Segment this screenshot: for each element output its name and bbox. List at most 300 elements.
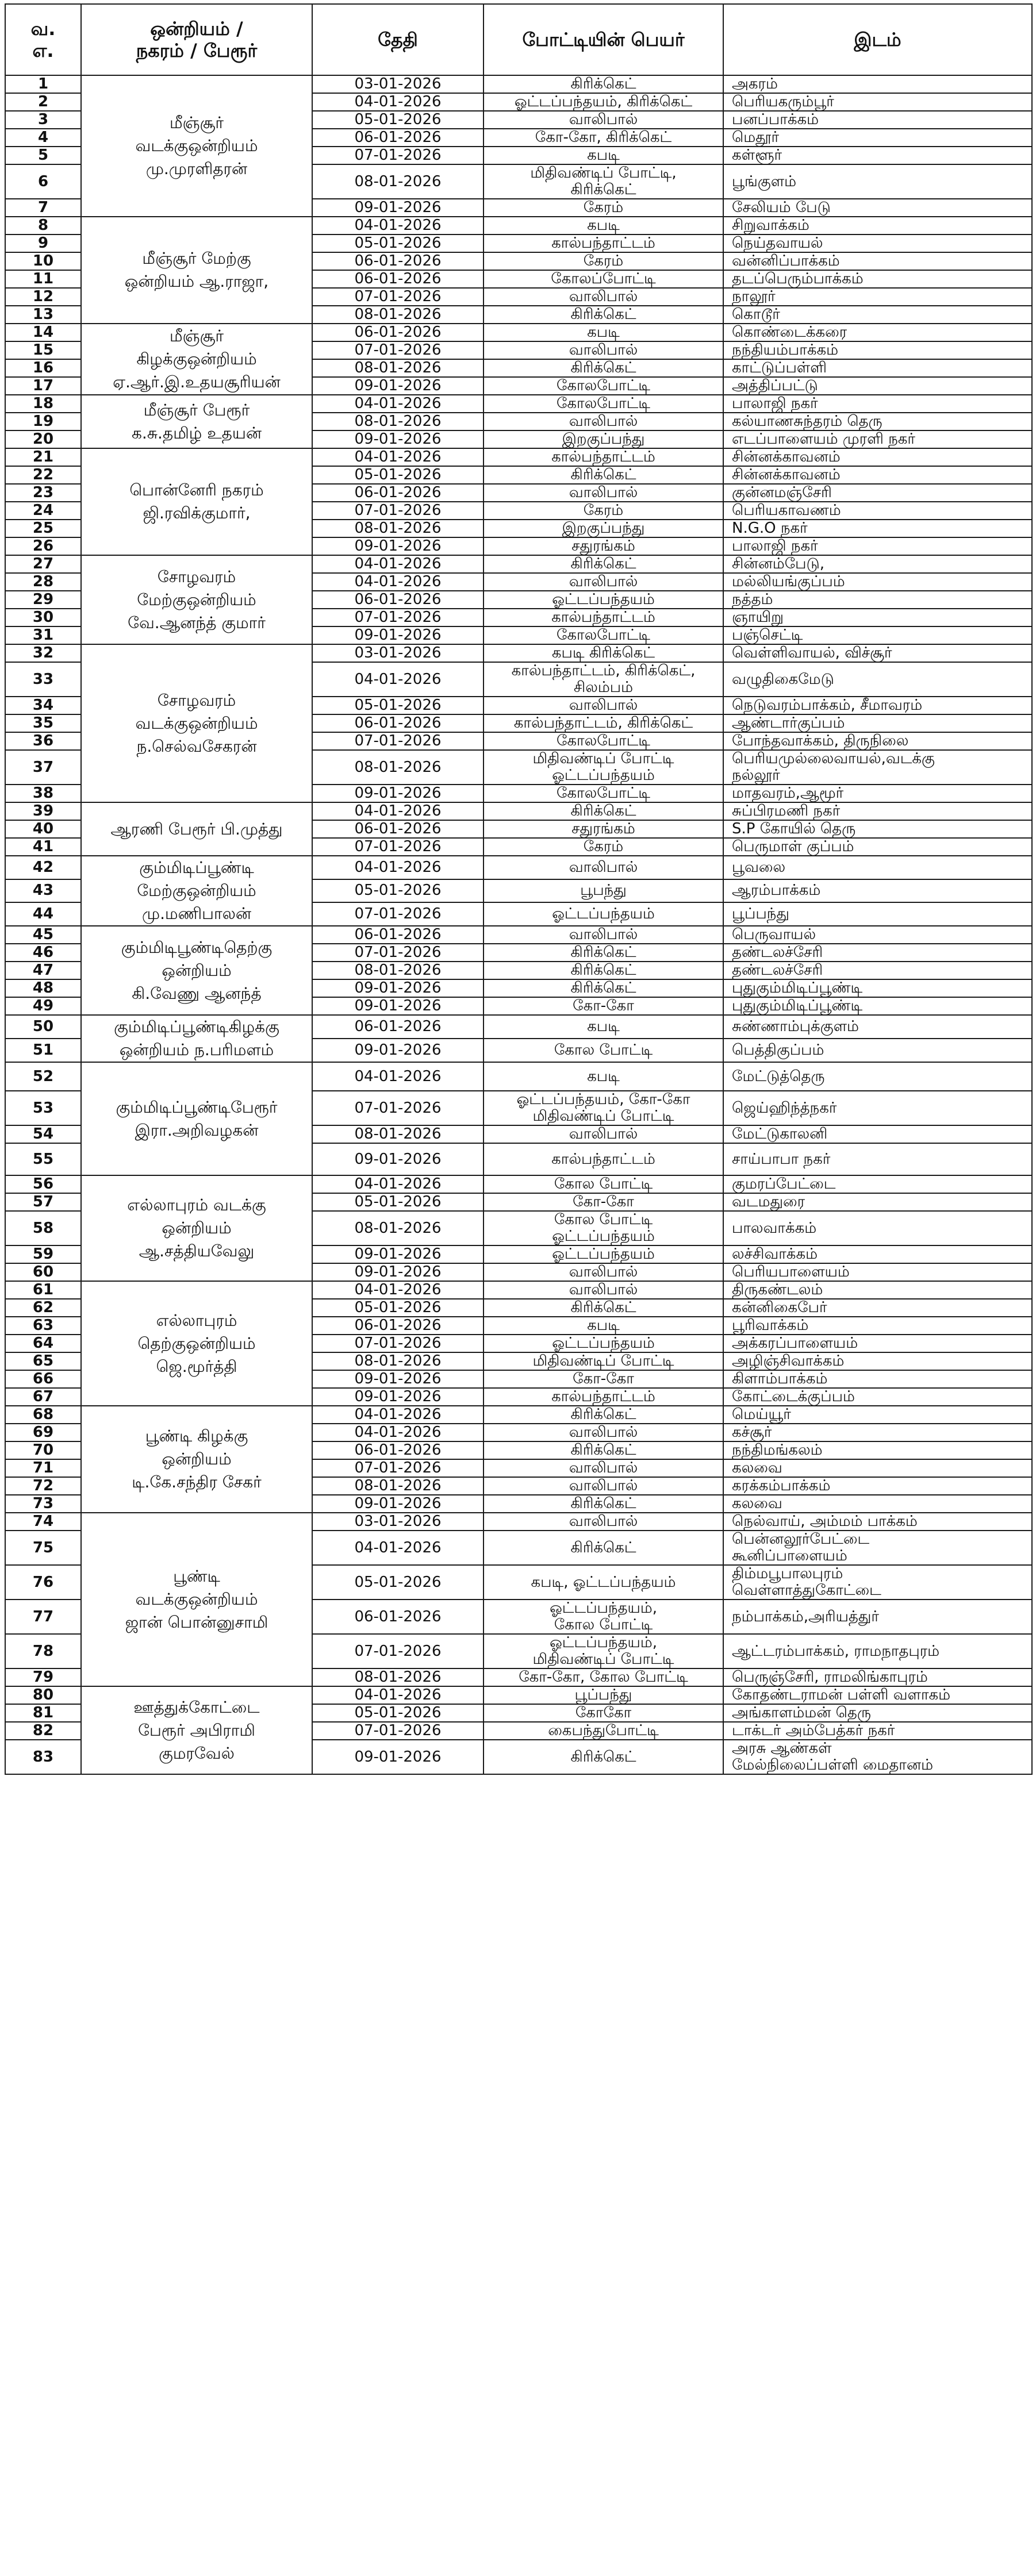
serial-number-cell: 70 (5, 1441, 81, 1459)
venue-cell: பெருஞ்சேரி, ராமலிங்காபுரம் (723, 1668, 1032, 1686)
date-cell: 06-01-2026 (312, 591, 484, 609)
serial-number-cell: 15 (5, 341, 81, 359)
table-row (5, 1175, 1032, 1193)
sport-cell: கோ-கோ (484, 1193, 723, 1211)
venue-cell: அழிஞ்சிவாக்கம் (723, 1352, 1032, 1370)
serial-number-cell: 46 (5, 944, 81, 962)
venue-cell: குன்னமஞ்சேரி (723, 484, 1032, 502)
serial-number-cell: 82 (5, 1722, 81, 1740)
serial-number-cell: 36 (5, 732, 81, 750)
serial-number-cell: 16 (5, 359, 81, 377)
serial-number-cell: 38 (5, 785, 81, 802)
sport-cell: கோ-கோ (484, 997, 723, 1015)
sport-cell: கால்பந்தாட்டம், கிரிக்கெட், சிலம்பம் (484, 662, 723, 697)
area-name-cell: கும்மிடிபூண்டிதெற்கு ஒன்றியம் கி.வேணு ஆனந்த் (81, 926, 312, 1015)
header-area: ஒன்றியம் / நகரம் / பேரூர் (81, 4, 312, 75)
venue-cell: ஜெய்ஹிந்த்நகர் (723, 1091, 1032, 1125)
venue-cell: அக்கரப்பாளையம் (723, 1335, 1032, 1352)
venue-cell: பெருவாயல் (723, 926, 1032, 944)
venue-cell: கச்சூர் (723, 1424, 1032, 1441)
serial-number-cell: 35 (5, 714, 81, 732)
serial-number-cell: 76 (5, 1565, 81, 1600)
table-row (5, 395, 1032, 413)
serial-number-cell: 78 (5, 1634, 81, 1668)
serial-number-cell: 39 (5, 802, 81, 820)
sport-cell: கபடி (484, 1317, 723, 1335)
sport-cell: கோ-கோ, கிரிக்கெட் (484, 129, 723, 147)
area-name-cell: சோழவரம் மேற்குஒன்றியம் வே.ஆனந்த் குமார் (81, 555, 312, 644)
serial-number-cell: 52 (5, 1062, 81, 1091)
venue-cell: ஆரம்பாக்கம் (723, 879, 1032, 903)
sport-cell: கிரிக்கெட் (484, 466, 723, 484)
date-cell: 05-01-2026 (312, 466, 484, 484)
date-cell: 07-01-2026 (312, 288, 484, 306)
table-row (5, 1281, 1032, 1299)
serial-number-cell: 58 (5, 1211, 81, 1245)
sport-cell: சதுரங்கம் (484, 820, 723, 838)
date-cell: 06-01-2026 (312, 1015, 484, 1039)
sport-cell: ஓட்டப்பந்தயம் (484, 1335, 723, 1352)
sport-cell: வாலிபால் (484, 856, 723, 879)
venue-cell: டாக்டர் அம்பேத்கர் நகர் (723, 1722, 1032, 1740)
serial-number-cell: 9 (5, 234, 81, 252)
venue-cell: சிறுவாக்கம் (723, 217, 1032, 234)
sport-cell: கிரிக்கெட் (484, 802, 723, 820)
serial-number-cell: 64 (5, 1335, 81, 1352)
venue-cell: ஆட்டரம்பாக்கம், ராமநாதபுரம் (723, 1634, 1032, 1668)
date-cell: 06-01-2026 (312, 484, 484, 502)
venue-cell: எடப்பாளையம் முரளி நகர் (723, 430, 1032, 448)
serial-number-cell: 71 (5, 1459, 81, 1477)
date-cell: 06-01-2026 (312, 252, 484, 270)
venue-cell: கலவை (723, 1495, 1032, 1513)
venue-cell: நெய்தவாயல் (723, 234, 1032, 252)
sport-cell: கோகோ (484, 1704, 723, 1722)
serial-number-cell: 27 (5, 555, 81, 573)
sport-cell: மிதிவண்டிப் போட்டி ஓட்டப்பந்தயம் (484, 750, 723, 785)
date-cell: 04-01-2026 (312, 662, 484, 697)
date-cell: 05-01-2026 (312, 879, 484, 903)
venue-cell: பூப்பந்து (723, 902, 1032, 926)
venue-cell: ஆண்டார்குப்பம் (723, 714, 1032, 732)
date-cell: 04-01-2026 (312, 1281, 484, 1299)
venue-cell: திருகண்டலம் (723, 1281, 1032, 1299)
serial-number-cell: 21 (5, 448, 81, 466)
date-cell: 09-01-2026 (312, 1495, 484, 1513)
serial-number-cell: 50 (5, 1015, 81, 1039)
date-cell: 08-01-2026 (312, 306, 484, 324)
table-body (5, 75, 1032, 1774)
serial-number-cell: 51 (5, 1039, 81, 1062)
sport-cell: கேரம் (484, 838, 723, 856)
date-cell: 07-01-2026 (312, 1091, 484, 1125)
serial-number-cell: 61 (5, 1281, 81, 1299)
serial-number-cell: 22 (5, 466, 81, 484)
venue-cell: மெய்யூர் (723, 1406, 1032, 1424)
table-row (5, 644, 1032, 662)
serial-number-cell: 60 (5, 1263, 81, 1281)
area-name-cell: ஆரணி பேரூர் பி.முத்து (81, 802, 312, 856)
venue-cell: கோதண்டராமன் பள்ளி வளாகம் (723, 1686, 1032, 1704)
sport-cell: வாலிபால் (484, 413, 723, 430)
table-row (5, 926, 1032, 944)
venue-cell: பாலாஜி நகர் (723, 537, 1032, 555)
serial-number-cell: 37 (5, 750, 81, 785)
date-cell: 07-01-2026 (312, 732, 484, 750)
table-row (5, 856, 1032, 879)
sport-cell: கோல போட்டி (484, 1039, 723, 1062)
sport-cell: ஓட்டப்பந்தயம் (484, 902, 723, 926)
venue-cell: சின்னக்காவனம் (723, 448, 1032, 466)
serial-number-cell: 29 (5, 591, 81, 609)
venue-cell: மாதவரம்,ஆமூர் (723, 785, 1032, 802)
serial-number-cell: 25 (5, 520, 81, 537)
sport-cell: கிரிக்கெட் (484, 359, 723, 377)
venue-cell: மல்லியங்குப்பம் (723, 573, 1032, 591)
serial-number-cell: 49 (5, 997, 81, 1015)
sport-cell: ஓட்டப்பந்தயம் (484, 591, 723, 609)
serial-number-cell: 41 (5, 838, 81, 856)
venue-cell: கலவை (723, 1459, 1032, 1477)
venue-cell: பெருமாள் குப்பம் (723, 838, 1032, 856)
date-cell: 05-01-2026 (312, 111, 484, 129)
sport-cell: கோல போட்டி (484, 1175, 723, 1193)
sport-cell: கோலபோட்டி (484, 626, 723, 644)
serial-number-cell: 7 (5, 199, 81, 217)
date-cell: 09-01-2026 (312, 537, 484, 555)
sport-cell: கபடி, ஓட்டப்பந்தயம் (484, 1565, 723, 1600)
date-cell: 05-01-2026 (312, 1565, 484, 1600)
sport-cell: கபடி (484, 217, 723, 234)
sport-cell: கிரிக்கெட் (484, 1299, 723, 1317)
serial-number-cell: 81 (5, 1704, 81, 1722)
date-cell: 04-01-2026 (312, 573, 484, 591)
table-header (5, 4, 1032, 75)
area-name-cell: பூண்டி வடக்குஒன்றியம் ஜான் பொன்னுசாமி (81, 1513, 312, 1686)
header-sport: போட்டியின் பெயர் (484, 4, 723, 75)
serial-number-cell: 32 (5, 644, 81, 662)
sport-cell: வாலிபால் (484, 1281, 723, 1299)
area-name-cell: கும்மிடிப்பூண்டிபேரூர் இரா.அறிவழகன் (81, 1062, 312, 1175)
venue-cell: ஞாயிறு (723, 609, 1032, 626)
venue-cell: பூரிவாக்கம் (723, 1317, 1032, 1335)
date-cell: 06-01-2026 (312, 324, 484, 341)
date-cell: 06-01-2026 (312, 926, 484, 944)
sport-cell: கோலபோட்டி (484, 785, 723, 802)
serial-number-cell: 13 (5, 306, 81, 324)
area-name-cell: சோழவரம் வடக்குஒன்றியம் ந.செல்வசேகரன் (81, 644, 312, 802)
date-cell: 08-01-2026 (312, 520, 484, 537)
date-cell: 06-01-2026 (312, 1317, 484, 1335)
area-name-cell: மீஞ்சூர் வடக்குஒன்றியம் மு.முரளிதரன் (81, 75, 312, 217)
sport-cell: கால்பந்தாட்டம் (484, 448, 723, 466)
date-cell: 09-01-2026 (312, 199, 484, 217)
date-cell: 06-01-2026 (312, 820, 484, 838)
table-row (5, 1406, 1032, 1424)
sport-cell: மிதிவண்டிப் போட்டி, கிரிக்கெட் (484, 164, 723, 199)
sport-cell: கிரிக்கெட் (484, 75, 723, 93)
sport-cell: கால்பந்தாட்டம் (484, 1388, 723, 1406)
area-name-cell: மீஞ்சூர் பேரூர் க.சு.தமிழ் உதயன் (81, 395, 312, 448)
date-cell: 09-01-2026 (312, 1370, 484, 1388)
sport-cell: கிரிக்கெட் (484, 1441, 723, 1459)
sport-cell: கிரிக்கெட் (484, 306, 723, 324)
venue-cell: அகரம் (723, 75, 1032, 93)
sport-cell: இறகுப்பந்து (484, 430, 723, 448)
venue-cell: கல்யாணசுந்தரம் தெரு (723, 413, 1032, 430)
date-cell: 08-01-2026 (312, 1477, 484, 1495)
serial-number-cell: 43 (5, 879, 81, 903)
area-name-cell: கும்மிடிப்பூண்டிகிழக்கு ஒன்றியம் ந.பரிமளம் (81, 1015, 312, 1062)
sport-cell: இறகுப்பந்து (484, 520, 723, 537)
header-date: தேதி (312, 4, 484, 75)
sport-cell: கோலப்போட்டி (484, 270, 723, 288)
venue-cell: பென்னலூர்பேட்டை கூனிப்பாளையம் (723, 1531, 1032, 1565)
date-cell: 09-01-2026 (312, 626, 484, 644)
sport-cell: கோலபோட்டி (484, 377, 723, 395)
serial-number-cell: 28 (5, 573, 81, 591)
venue-cell: வடமதுரை (723, 1193, 1032, 1211)
date-cell: 09-01-2026 (312, 1039, 484, 1062)
table-row (5, 75, 1032, 93)
venue-cell: சேலியம் பேடு (723, 199, 1032, 217)
venue-cell: வன்னிப்பாக்கம் (723, 252, 1032, 270)
venue-cell: நம்பாக்கம்,அரியத்துர் (723, 1600, 1032, 1634)
serial-number-cell: 12 (5, 288, 81, 306)
sport-cell: கோலபோட்டி (484, 732, 723, 750)
sport-cell: கால்பந்தாட்டம், கிரிக்கெட் (484, 714, 723, 732)
sport-cell: வாலிபால் (484, 1477, 723, 1495)
date-cell: 04-01-2026 (312, 1175, 484, 1193)
sport-cell: கைபந்துபோட்டி (484, 1722, 723, 1740)
serial-number-cell: 20 (5, 430, 81, 448)
serial-number-cell: 18 (5, 395, 81, 413)
serial-number-cell: 31 (5, 626, 81, 644)
date-cell: 04-01-2026 (312, 448, 484, 466)
serial-number-cell: 6 (5, 164, 81, 199)
area-name-cell: மீஞ்சூர் மேற்கு ஒன்றியம் ஆ.ராஜா, (81, 217, 312, 324)
serial-number-cell: 19 (5, 413, 81, 430)
date-cell: 05-01-2026 (312, 234, 484, 252)
serial-number-cell: 83 (5, 1740, 81, 1774)
area-name-cell: எல்லாபுரம் தெற்குஒன்றியம் ஜெ.மூர்த்தி (81, 1281, 312, 1406)
serial-number-cell: 65 (5, 1352, 81, 1370)
table-row (5, 555, 1032, 573)
serial-number-cell: 67 (5, 1388, 81, 1406)
header-place: இடம் (723, 4, 1032, 75)
date-cell: 07-01-2026 (312, 341, 484, 359)
serial-number-cell: 10 (5, 252, 81, 270)
area-name-cell: எல்லாபுரம் வடக்கு ஒன்றியம் ஆ.சத்தியவேலு (81, 1175, 312, 1281)
venue-cell: அங்காளம்மன் தெரு (723, 1704, 1032, 1722)
date-cell: 03-01-2026 (312, 75, 484, 93)
serial-number-cell: 74 (5, 1513, 81, 1531)
sport-cell: பூபந்து (484, 879, 723, 903)
venue-cell: தண்டலச்சேரி (723, 944, 1032, 962)
sport-cell: மிதிவண்டிப் போட்டி (484, 1352, 723, 1370)
sport-cell: கேரம் (484, 502, 723, 520)
sport-cell: வாலிபால் (484, 1125, 723, 1143)
serial-number-cell: 4 (5, 129, 81, 147)
table-row (5, 448, 1032, 466)
table-row (5, 802, 1032, 820)
serial-number-cell: 54 (5, 1125, 81, 1143)
date-cell: 06-01-2026 (312, 1600, 484, 1634)
sport-cell: கபடி (484, 324, 723, 341)
venue-cell: நந்திமங்கலம் (723, 1441, 1032, 1459)
sport-cell: கபடி (484, 1062, 723, 1091)
serial-number-cell: 68 (5, 1406, 81, 1424)
venue-cell: புதுகும்மிடிப்பூண்டி (723, 979, 1032, 997)
venue-cell: திம்மபூபாலபுரம் வெள்ளாத்துகோட்டை (723, 1565, 1032, 1600)
date-cell: 07-01-2026 (312, 609, 484, 626)
venue-cell: சின்னம்பேடு, (723, 555, 1032, 573)
date-cell: 08-01-2026 (312, 1668, 484, 1686)
sport-cell: கபடி (484, 147, 723, 164)
schedule-sheet (5, 3, 1031, 1775)
date-cell: 07-01-2026 (312, 944, 484, 962)
sport-cell: கபடி (484, 1015, 723, 1039)
date-cell: 09-01-2026 (312, 1388, 484, 1406)
date-cell: 05-01-2026 (312, 697, 484, 714)
venue-cell: சாய்பாபா நகர் (723, 1143, 1032, 1175)
venue-cell: நெடுவரம்பாக்கம், சீமாவரம் (723, 697, 1032, 714)
venue-cell: N.G.O நகர் (723, 520, 1032, 537)
date-cell: 04-01-2026 (312, 1406, 484, 1424)
venue-cell: பெரியமுல்லைவாயல்,வடக்கு நல்லூர் (723, 750, 1032, 785)
serial-number-cell: 45 (5, 926, 81, 944)
venue-cell: நத்தம் (723, 591, 1032, 609)
venue-cell: கோட்டைக்குப்பம் (723, 1388, 1032, 1406)
sport-cell: கால்பந்தாட்டம் (484, 234, 723, 252)
venue-cell: கன்னிகைபேர் (723, 1299, 1032, 1317)
serial-number-cell: 63 (5, 1317, 81, 1335)
sport-cell: வாலிபால் (484, 111, 723, 129)
serial-number-cell: 48 (5, 979, 81, 997)
serial-number-cell: 34 (5, 697, 81, 714)
sport-cell: கோ-கோ (484, 1370, 723, 1388)
date-cell: 03-01-2026 (312, 1513, 484, 1531)
serial-number-cell: 77 (5, 1600, 81, 1634)
date-cell: 06-01-2026 (312, 270, 484, 288)
serial-number-cell: 79 (5, 1668, 81, 1686)
date-cell: 04-01-2026 (312, 395, 484, 413)
date-cell: 07-01-2026 (312, 502, 484, 520)
sport-cell: வாலிபால் (484, 1459, 723, 1477)
venue-cell: பெரியகரும்பூர் (723, 93, 1032, 111)
serial-number-cell: 69 (5, 1424, 81, 1441)
date-cell: 07-01-2026 (312, 1335, 484, 1352)
venue-cell: வெள்ளிவாயல், விச்சூர் (723, 644, 1032, 662)
sport-cell: வாலிபால் (484, 697, 723, 714)
venue-cell: கொடூர் (723, 306, 1032, 324)
date-cell: 08-01-2026 (312, 750, 484, 785)
date-cell: 06-01-2026 (312, 129, 484, 147)
date-cell: 04-01-2026 (312, 802, 484, 820)
schedule-table (5, 3, 1033, 1775)
table-row (5, 1015, 1032, 1039)
date-cell: 07-01-2026 (312, 1722, 484, 1740)
serial-number-cell: 57 (5, 1193, 81, 1211)
venue-cell: கரக்கம்பாக்கம் (723, 1477, 1032, 1495)
table-row (5, 324, 1032, 341)
table-row (5, 1062, 1032, 1091)
sport-cell: ஓட்டப்பந்தயம், மிதிவண்டிப் போட்டி (484, 1634, 723, 1668)
sport-cell: கால்பந்தாட்டம் (484, 1143, 723, 1175)
date-cell: 08-01-2026 (312, 962, 484, 979)
serial-number-cell: 26 (5, 537, 81, 555)
date-cell: 04-01-2026 (312, 1062, 484, 1091)
sport-cell: பூப்பந்து (484, 1686, 723, 1704)
venue-cell: அத்திப்பட்டு (723, 377, 1032, 395)
venue-cell: கிளாம்பாக்கம் (723, 1370, 1032, 1388)
venue-cell: S.P கோயில் தெரு (723, 820, 1032, 838)
date-cell: 09-01-2026 (312, 377, 484, 395)
serial-number-cell: 80 (5, 1686, 81, 1704)
venue-cell: குமரப்பேட்டை (723, 1175, 1032, 1193)
date-cell: 09-01-2026 (312, 1740, 484, 1774)
date-cell: 09-01-2026 (312, 785, 484, 802)
sport-cell: கால்பந்தாட்டம் (484, 609, 723, 626)
venue-cell: பஞ்செட்டி (723, 626, 1032, 644)
sport-cell: வாலிபால் (484, 288, 723, 306)
date-cell: 08-01-2026 (312, 1125, 484, 1143)
date-cell: 09-01-2026 (312, 430, 484, 448)
sport-cell: ஓட்டப்பந்தயம், கிரிக்கெட் (484, 93, 723, 111)
sport-cell: வாலிபால் (484, 1263, 723, 1281)
venue-cell: தண்டலச்சேரி (723, 962, 1032, 979)
date-cell: 09-01-2026 (312, 1143, 484, 1175)
sport-cell: கிரிக்கெட் (484, 944, 723, 962)
venue-cell: புதுகும்மிடிப்பூண்டி (723, 997, 1032, 1015)
sport-cell: ஓட்டப்பந்தயம், கோ-கோ மிதிவண்டிப் போட்டி (484, 1091, 723, 1125)
date-cell: 08-01-2026 (312, 1352, 484, 1370)
serial-number-cell: 30 (5, 609, 81, 626)
date-cell: 08-01-2026 (312, 1211, 484, 1245)
venue-cell: பெரியபாளையம் (723, 1263, 1032, 1281)
sport-cell: கிரிக்கெட் (484, 555, 723, 573)
table-row (5, 1686, 1032, 1704)
serial-number-cell: 72 (5, 1477, 81, 1495)
serial-number-cell: 73 (5, 1495, 81, 1513)
sport-cell: சதுரங்கம் (484, 537, 723, 555)
date-cell: 04-01-2026 (312, 856, 484, 879)
date-cell: 07-01-2026 (312, 1459, 484, 1477)
date-cell: 08-01-2026 (312, 413, 484, 430)
sport-cell: வாலிபால் (484, 573, 723, 591)
sport-cell: வாலிபால் (484, 1513, 723, 1531)
date-cell: 05-01-2026 (312, 1193, 484, 1211)
serial-number-cell: 8 (5, 217, 81, 234)
venue-cell: பெரியகாவணம் (723, 502, 1032, 520)
date-cell: 09-01-2026 (312, 1245, 484, 1263)
date-cell: 07-01-2026 (312, 147, 484, 164)
venue-cell: பனப்பாக்கம் (723, 111, 1032, 129)
venue-cell: தடப்பெரும்பாக்கம் (723, 270, 1032, 288)
serial-number-cell: 40 (5, 820, 81, 838)
serial-number-cell: 14 (5, 324, 81, 341)
date-cell: 09-01-2026 (312, 979, 484, 997)
area-name-cell: கும்மிடிப்பூண்டி மேற்குஒன்றியம் மு.மணிபாலன் (81, 856, 312, 926)
venue-cell: காட்டுப்பள்ளி (723, 359, 1032, 377)
venue-cell: நந்தியம்பாக்கம் (723, 341, 1032, 359)
venue-cell: சின்னக்காவனம் (723, 466, 1032, 484)
venue-cell: மெதூர் (723, 129, 1032, 147)
date-cell: 08-01-2026 (312, 164, 484, 199)
venue-cell: லச்சிவாக்கம் (723, 1245, 1032, 1263)
serial-number-cell: 42 (5, 856, 81, 879)
serial-number-cell: 17 (5, 377, 81, 395)
